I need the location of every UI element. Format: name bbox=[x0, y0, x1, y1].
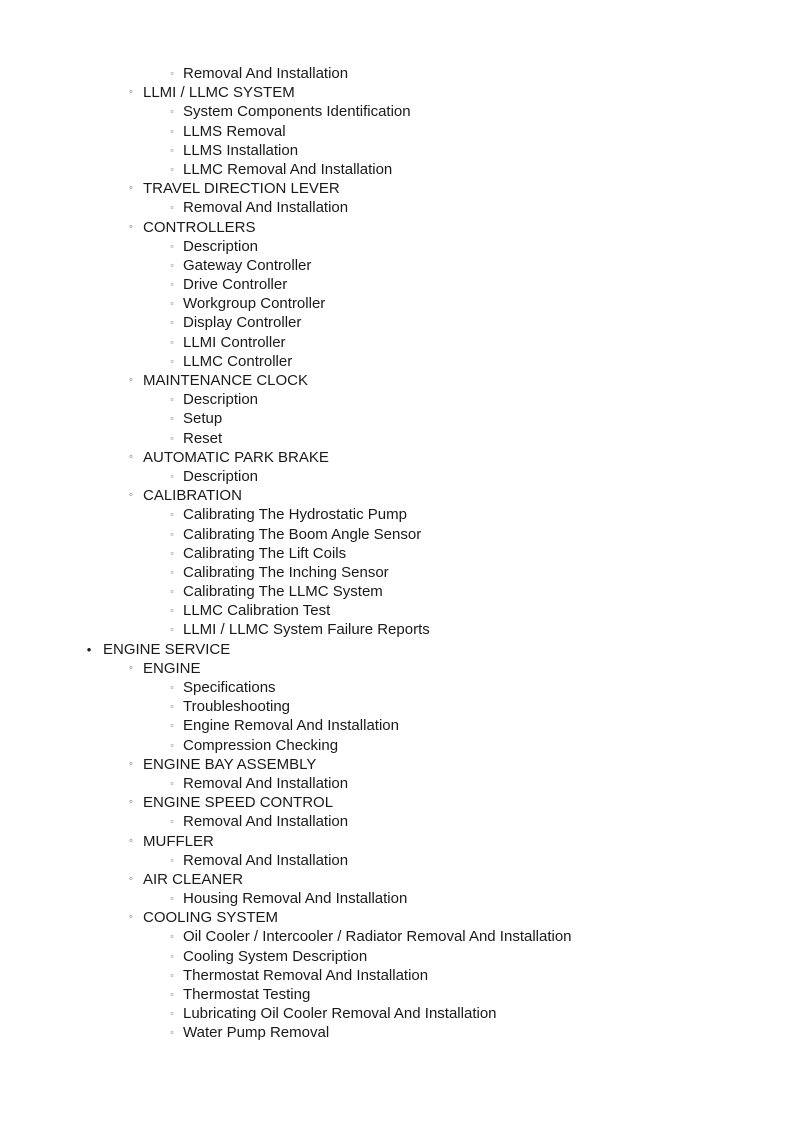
topic-item bbox=[0, 390, 794, 409]
toc-entry-text: LLMC Removal And Installation bbox=[183, 160, 393, 178]
bullet-icon: ◦ bbox=[129, 374, 133, 386]
topic-item bbox=[0, 582, 794, 601]
bullet-icon: ◦ bbox=[129, 757, 133, 770]
topic-item bbox=[0, 985, 794, 1004]
toc-entry-text: Specifications bbox=[183, 679, 276, 696]
toc-entry-text: LLMS Installation bbox=[183, 141, 299, 159]
topic-item bbox=[0, 966, 794, 985]
subsection-item bbox=[0, 218, 794, 237]
subsection-item bbox=[0, 371, 794, 390]
bullet-icon: ◦ bbox=[129, 834, 133, 847]
toc-entry-text: Setup bbox=[183, 410, 223, 428]
bullet-icon: ▫ bbox=[170, 394, 174, 405]
bullet-icon: ▫ bbox=[170, 509, 174, 520]
bullet-icon: ▫ bbox=[170, 432, 174, 443]
bullet-icon: ▫ bbox=[170, 816, 174, 827]
topic-item bbox=[0, 237, 794, 256]
bullet-icon: ▫ bbox=[170, 470, 174, 481]
toc-entry-text: Compression Checking bbox=[183, 736, 339, 754]
bullet-icon: ▫ bbox=[170, 547, 174, 558]
bullet-icon: ▫ bbox=[170, 413, 174, 424]
subsection-item bbox=[0, 908, 794, 927]
toc-entry-text: ENGINE SPEED CONTROL bbox=[143, 794, 334, 812]
toc-entry-text: Calibrating The Hydrostatic Pump bbox=[183, 506, 407, 524]
topic-item bbox=[0, 160, 794, 179]
toc-entry-text: Removal And Installation bbox=[183, 774, 349, 792]
toc-entry-text: Description bbox=[183, 237, 259, 255]
topic-item bbox=[0, 736, 794, 755]
topic-item bbox=[0, 563, 794, 582]
bullet-icon: ▫ bbox=[170, 336, 174, 347]
topic-item bbox=[0, 141, 794, 160]
toc-entry-text: Cooling System Description bbox=[183, 947, 368, 965]
toc-entry-text: Removal And Installation bbox=[183, 65, 349, 82]
topic-item bbox=[0, 1023, 794, 1042]
bullet-icon: ▫ bbox=[170, 317, 174, 328]
topic-item bbox=[0, 601, 794, 620]
topic-item bbox=[0, 812, 794, 831]
topic-item bbox=[0, 409, 794, 428]
bullet-icon: ▫ bbox=[170, 701, 174, 712]
toc-entry-text: ENGINE SERVICE bbox=[103, 640, 231, 658]
bullet-icon: ▫ bbox=[170, 106, 174, 117]
topic-item bbox=[0, 352, 794, 371]
bullet-icon: ◦ bbox=[129, 182, 133, 195]
bullet-icon: ▫ bbox=[170, 163, 174, 174]
subsection-item bbox=[0, 448, 794, 467]
topic-item bbox=[0, 620, 794, 639]
bullet-icon: ▫ bbox=[170, 739, 174, 750]
bullet-icon: ▫ bbox=[170, 202, 174, 213]
toc-entry-text: Lubricating Oil Cooler Removal And Installation bbox=[183, 1005, 497, 1023]
toc-entry-text: Description bbox=[183, 391, 259, 409]
toc-entry-text: Drive Controller bbox=[183, 276, 288, 294]
bullet-icon: ▫ bbox=[170, 777, 174, 788]
bullet-icon: ◦ bbox=[129, 872, 133, 885]
toc-entry-text: TRAVEL DIRECTION LEVER bbox=[143, 180, 340, 198]
topic-item bbox=[0, 64, 794, 83]
topic-item bbox=[0, 1004, 794, 1023]
toc-entry-text: Thermostat Removal And Installation bbox=[183, 966, 429, 984]
bullet-icon: ▫ bbox=[170, 682, 174, 692]
bullet-icon: ▫ bbox=[170, 950, 174, 961]
topic-item bbox=[0, 678, 794, 697]
bullet-icon: ▫ bbox=[170, 720, 174, 731]
bullet-icon: ◦ bbox=[129, 220, 133, 233]
subsection-item bbox=[0, 659, 794, 678]
toc-entry-text: Removal And Installation bbox=[183, 851, 349, 869]
bullet-icon: ▫ bbox=[170, 1008, 174, 1019]
bullet-icon: ▫ bbox=[170, 931, 174, 942]
toc-entry-text: Oil Cooler / Intercooler / Radiator Removal And Installation bbox=[183, 928, 572, 946]
toc-entry-text: Removal And Installation bbox=[183, 199, 349, 217]
subsection-item bbox=[0, 870, 794, 889]
bullet-icon: ▫ bbox=[170, 969, 174, 980]
bullet-icon: ▫ bbox=[170, 1027, 174, 1038]
topic-item bbox=[0, 697, 794, 716]
bullet-icon: ▫ bbox=[170, 586, 174, 597]
toc-entry-text: LLMC Calibration Test bbox=[183, 602, 331, 620]
topic-item bbox=[0, 927, 794, 946]
toc-entry-text: LLMI Controller bbox=[183, 333, 286, 351]
toc-entry-text: LLMS Removal bbox=[183, 122, 286, 140]
toc-entry-text: MUFFLER bbox=[143, 832, 214, 850]
toc-entry-text: COOLING SYSTEM bbox=[143, 909, 279, 927]
toc-entry-text: Workgroup Controller bbox=[183, 295, 326, 313]
toc-entry-text: Gateway Controller bbox=[183, 256, 312, 274]
bullet-icon: ◦ bbox=[129, 450, 133, 463]
toc-entry-text: MAINTENANCE CLOCK bbox=[143, 372, 309, 389]
topic-item bbox=[0, 716, 794, 735]
toc-entry-text: Water Pump Removal bbox=[183, 1024, 330, 1042]
subsection-item bbox=[0, 486, 794, 505]
bullet-icon: • bbox=[86, 641, 92, 657]
bullet-icon: ▫ bbox=[170, 566, 174, 577]
subsection-item bbox=[0, 793, 794, 812]
topic-item bbox=[0, 198, 794, 217]
toc-entry-text: Calibrating The LLMC System bbox=[183, 583, 383, 601]
table-of-contents bbox=[0, 64, 794, 1043]
topic-item bbox=[0, 544, 794, 563]
topic-item bbox=[0, 313, 794, 332]
toc-entry-text: CALIBRATION bbox=[143, 487, 242, 505]
bullet-icon: ▫ bbox=[170, 528, 174, 539]
bullet-icon: ▫ bbox=[170, 240, 174, 251]
toc-entry-text: ENGINE BAY ASSEMBLY bbox=[143, 755, 317, 773]
toc-entry-text: Thermostat Testing bbox=[183, 986, 311, 1003]
topic-item bbox=[0, 275, 794, 294]
toc-entry-text: AUTOMATIC PARK BRAKE bbox=[143, 448, 329, 466]
bullet-icon: ▫ bbox=[170, 259, 174, 270]
bullet-icon: ◦ bbox=[129, 661, 133, 674]
toc-entry-text: LLMI / LLMC System Failure Reports bbox=[183, 621, 430, 639]
topic-item bbox=[0, 294, 794, 313]
section-item bbox=[0, 640, 794, 659]
toc-entry-text: Reset bbox=[183, 429, 223, 447]
bullet-icon: ◦ bbox=[129, 86, 133, 99]
bullet-icon: ▫ bbox=[170, 144, 174, 155]
bullet-icon: ▫ bbox=[170, 624, 174, 635]
subsection-item bbox=[0, 755, 794, 774]
toc-entry-text: Calibrating The Lift Coils bbox=[183, 544, 347, 562]
toc-entry-text: Calibrating The Inching Sensor bbox=[183, 563, 389, 581]
bullet-icon: ▫ bbox=[170, 989, 174, 999]
topic-item bbox=[0, 429, 794, 448]
toc-entry-text: ENGINE bbox=[143, 659, 201, 677]
topic-item bbox=[0, 333, 794, 352]
bullet-icon: ▫ bbox=[170, 279, 174, 290]
bullet-icon: ▫ bbox=[170, 854, 174, 865]
bullet-icon: ▫ bbox=[170, 125, 174, 136]
topic-item bbox=[0, 947, 794, 966]
topic-item bbox=[0, 505, 794, 524]
topic-item bbox=[0, 525, 794, 544]
toc-entry-text: Troubleshooting bbox=[183, 698, 291, 716]
toc-entry-text: CONTROLLERS bbox=[143, 218, 256, 236]
topic-item bbox=[0, 102, 794, 121]
topic-item bbox=[0, 467, 794, 486]
bullet-icon: ▫ bbox=[170, 68, 174, 78]
subsection-item bbox=[0, 832, 794, 851]
toc-entry-text: Housing Removal And Installation bbox=[183, 890, 408, 908]
toc-entry-text: LLMC Controller bbox=[183, 352, 293, 370]
subsection-item bbox=[0, 83, 794, 102]
topic-item bbox=[0, 889, 794, 908]
toc-entry-text: Engine Removal And Installation bbox=[183, 717, 399, 735]
topic-item bbox=[0, 851, 794, 870]
topic-item bbox=[0, 122, 794, 141]
toc-entry-text: AIR CLEANER bbox=[143, 870, 244, 888]
topic-item bbox=[0, 256, 794, 275]
toc-entry-text: Removal And Installation bbox=[183, 813, 349, 831]
subsection-item bbox=[0, 179, 794, 198]
bullet-icon: ▫ bbox=[170, 893, 174, 904]
bullet-icon: ◦ bbox=[129, 796, 133, 809]
toc-entry-text: Display Controller bbox=[183, 314, 302, 332]
toc-entry-text: LLMI / LLMC SYSTEM bbox=[143, 84, 295, 102]
bullet-icon: ◦ bbox=[129, 911, 133, 924]
bullet-icon: ▫ bbox=[170, 355, 174, 366]
toc-entry-text: Calibrating The Boom Angle Sensor bbox=[183, 525, 422, 543]
toc-entry-text: Description bbox=[183, 467, 259, 485]
topic-item bbox=[0, 774, 794, 793]
bullet-icon: ▫ bbox=[170, 605, 174, 616]
toc-entry-text: System Components Identification bbox=[183, 103, 411, 121]
bullet-icon: ▫ bbox=[170, 298, 174, 309]
bullet-icon: ◦ bbox=[129, 489, 133, 502]
